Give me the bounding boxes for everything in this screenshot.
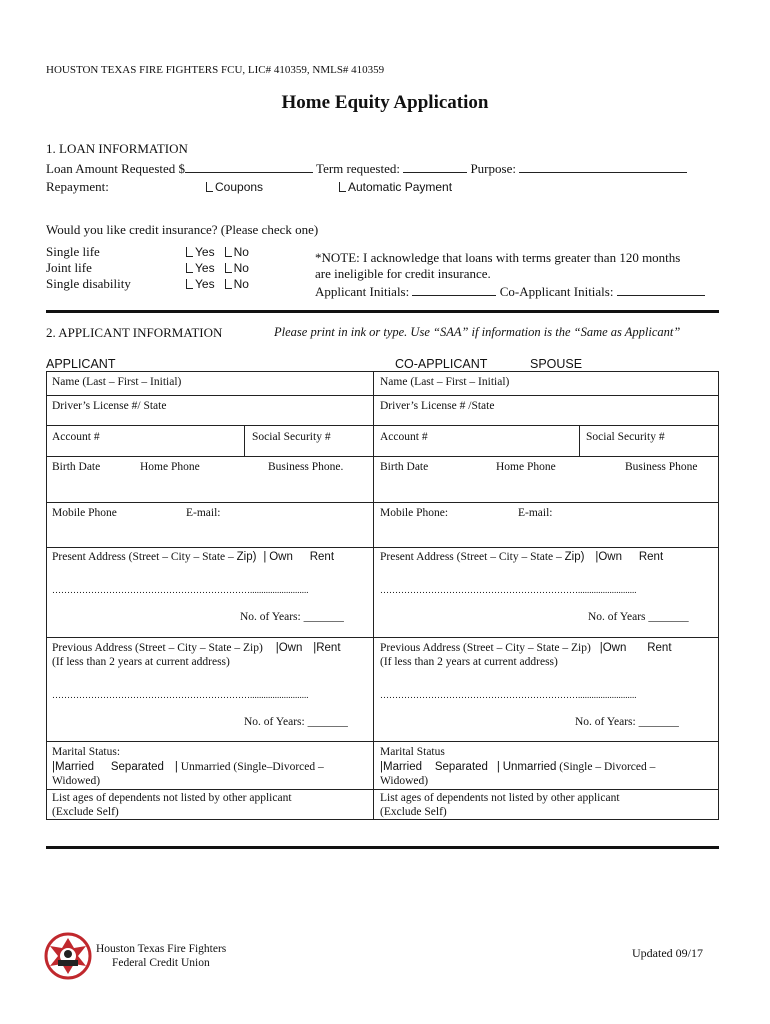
bottom-divider — [46, 846, 719, 849]
loan-amount-label: Loan Amount Requested $ — [46, 161, 186, 176]
applicant-present-address[interactable]: Present Address (Street – City – State – Zip) | Own Rent — [52, 551, 335, 563]
single-life-label: Single life — [46, 244, 100, 259]
single-life-options — [186, 245, 249, 259]
married-option[interactable]: Married — [383, 761, 422, 773]
previous-address-label: Previous Address (Street – City – State – Zip) — [52, 642, 263, 654]
no-label: No — [233, 245, 249, 259]
single-disability-no-checkbox[interactable] — [225, 279, 232, 289]
previous-dotted-line: ………………………………………………………….......................... — [52, 690, 309, 700]
address-dotted-line: ………………………………………………………….......................... — [380, 585, 637, 595]
coapplicant-marital-status: Marital Status — [380, 746, 445, 758]
row-line — [46, 789, 719, 790]
coapplicant-birth-date[interactable]: Birth Date — [380, 461, 429, 473]
address-dotted-line: ………………………………………………………….......................... — [52, 585, 309, 595]
present-address-label: Present Address (Street – City – State – — [52, 551, 234, 563]
loan-amount-field[interactable] — [185, 161, 313, 173]
joint-life-options — [186, 261, 249, 275]
auto-payment-label: Automatic Payment — [348, 180, 453, 194]
married-option[interactable]: Married — [55, 761, 94, 773]
auto-payment-checkbox[interactable] — [339, 182, 346, 192]
rent-option[interactable]: Rent — [316, 642, 341, 654]
column-divider — [373, 371, 374, 820]
single-disability-yes-checkbox[interactable] — [186, 279, 193, 289]
coapplicant-business-phone[interactable]: Business Phone — [625, 461, 698, 473]
row-line — [46, 637, 719, 638]
coupons-label: Coupons — [215, 180, 264, 194]
widowed-label: Widowed) — [380, 775, 429, 787]
applicant-home-phone[interactable]: Home Phone — [140, 461, 200, 473]
term-field[interactable] — [403, 161, 467, 173]
previous-address-label: Previous Address (Street – City – State – Zip) — [380, 642, 591, 654]
previous-address-note: (If less than 2 years at current address) — [380, 656, 558, 668]
no-label: No — [233, 261, 249, 275]
maltese-cross-icon — [44, 932, 92, 980]
applicant-account-field[interactable]: Account # — [52, 431, 100, 443]
coapplicant-name-field[interactable]: Name (Last – First – Initial) — [380, 376, 510, 388]
updated-date: Updated 09/17 — [632, 946, 703, 960]
separated-option[interactable]: Separated — [110, 761, 164, 773]
row-line — [46, 395, 719, 396]
yes-label: Yes — [195, 261, 215, 275]
coapplicant-email[interactable]: E-mail: — [518, 507, 553, 519]
applicant-marital-status: Marital Status: — [52, 746, 121, 758]
rent-option[interactable]: Rent — [647, 642, 672, 654]
applicant-marital-options: |Married Separated | Unmarried (Single–Divorced – — [52, 761, 324, 773]
widowed-label: Widowed) — [52, 775, 101, 787]
repayment-label: Repayment: — [46, 179, 109, 194]
applicant-prev-years[interactable]: No. of Years: _______ — [244, 716, 348, 728]
joint-life-no-checkbox[interactable] — [225, 263, 232, 273]
coapplicant-prev-years[interactable]: No. of Years: _______ — [575, 716, 679, 728]
no-label: No — [233, 277, 249, 291]
coapplicant-license-field[interactable]: Driver’s License # /State — [380, 400, 495, 412]
single-disability-options — [186, 277, 249, 291]
coapplicant-home-phone[interactable]: Home Phone — [496, 461, 556, 473]
org-header-line: HOUSTON TEXAS FIRE FIGHTERS FCU, LIC# 410359, NMLS# 410359 — [46, 64, 385, 76]
applicant-business-phone[interactable]: Business Phone. — [268, 461, 344, 473]
auto-payment-option[interactable] — [339, 180, 452, 194]
spouse-heading: SPOUSE — [530, 357, 583, 371]
insurance-question: Would you like credit insurance? (Please check one) — [46, 222, 319, 237]
purpose-field[interactable] — [519, 161, 687, 173]
own-option[interactable]: Own — [602, 642, 627, 654]
exclude-self-label: (Exclude Self) — [380, 806, 447, 818]
applicant-heading: APPLICANT — [46, 357, 116, 371]
row-line — [46, 502, 719, 503]
applicant-previous-address[interactable]: Previous Address (Street – City – State – Zip) |Own |Rent — [52, 642, 341, 654]
loan-section-title: 1. LOAN INFORMATION — [46, 141, 188, 156]
row-line — [46, 547, 719, 548]
previous-dotted-line: ………………………………………………………….......................... — [380, 690, 637, 700]
present-address-label: Present Address (Street – City – State – — [380, 551, 562, 563]
coapplicant-years-at-address[interactable]: No. of Years _______ — [588, 611, 689, 623]
purpose-label: Purpose: — [470, 161, 516, 176]
coapplicant-heading: CO-APPLICANT — [395, 357, 488, 371]
coapplicant-account-field[interactable]: Account # — [380, 431, 428, 443]
applicant-years-at-address[interactable]: No. of Years: _______ — [240, 611, 344, 623]
applicant-section-title: 2. APPLICANT INFORMATION — [46, 325, 223, 340]
zip-label: Zip) — [564, 551, 585, 563]
credit-union-name-line1: Houston Texas Fire Fighters — [96, 943, 227, 955]
row-line — [46, 456, 719, 457]
unmarried-option[interactable]: Unmarried — [502, 761, 557, 773]
previous-address-note: (If less than 2 years at current address) — [52, 656, 230, 668]
applicant-mobile-phone[interactable]: Mobile Phone — [52, 507, 117, 519]
initials-row — [315, 284, 705, 300]
print-instructions: Please print in ink or type. Use “SAA” if information is the “Same as Applicant” — [274, 325, 681, 339]
rent-option[interactable]: Rent — [309, 551, 335, 563]
separated-option[interactable]: Separated — [434, 761, 488, 773]
own-option[interactable]: Own — [598, 551, 622, 563]
coapplicant-marital-options: |Married Separated | Unmarried (Single – Divorced – — [380, 761, 656, 773]
applicant-license-field[interactable]: Driver’s License #/ State — [52, 400, 167, 412]
yes-label: Yes — [195, 277, 215, 291]
credit-union-name-line2: Federal Credit Union — [112, 957, 210, 969]
term-label: Term requested: — [316, 161, 400, 176]
applicant-birth-date[interactable]: Birth Date — [52, 461, 101, 473]
row-line — [46, 425, 719, 426]
coupons-option[interactable] — [206, 180, 263, 194]
applicant-ssn-field[interactable]: Social Security # — [252, 431, 331, 443]
exclude-self-label: (Exclude Self) — [52, 806, 119, 818]
coapplicant-present-address[interactable]: Present Address (Street – City – State – Zip) |Own Rent — [380, 551, 664, 563]
applicant-name-field[interactable]: Name (Last – First – Initial) — [52, 376, 182, 388]
loan-amount-row — [46, 161, 687, 177]
joint-life-yes-checkbox[interactable] — [186, 263, 193, 273]
fire-fighters-logo — [44, 932, 92, 980]
insurance-note-line1: *NOTE: I acknowledge that loans with terms greater than 120 months — [315, 250, 681, 265]
coapplicant-mobile-phone[interactable]: Mobile Phone: — [380, 507, 449, 519]
joint-life-label: Joint life — [46, 260, 92, 275]
own-option[interactable]: Own — [269, 551, 293, 563]
applicant-initials-field[interactable] — [412, 284, 496, 296]
unmarried-detail: (Single – Divorced – — [559, 761, 656, 773]
coapplicant-previous-address[interactable]: Previous Address (Street – City – State – Zip) |Own Rent — [380, 642, 672, 654]
rent-option[interactable]: Rent — [638, 551, 664, 563]
applicant-dependents[interactable]: List ages of dependents not listed by other applicant — [52, 792, 292, 804]
coapplicant-ssn-field[interactable]: Social Security # — [586, 431, 665, 443]
yes-label: Yes — [195, 245, 215, 259]
ssn-divider-left — [244, 425, 245, 456]
coapplicant-dependents[interactable]: List ages of dependents not listed by other applicant — [380, 792, 620, 804]
coapplicant-initials-field[interactable] — [617, 284, 705, 296]
coupons-checkbox[interactable] — [206, 182, 213, 192]
applicant-initials-label: Applicant Initials: — [315, 284, 410, 299]
zip-label: Zip) — [236, 551, 257, 563]
own-option[interactable]: Own — [278, 642, 303, 654]
unmarried-option[interactable]: Unmarried (Single–Divorced – — [180, 761, 324, 773]
row-line — [46, 741, 719, 742]
single-life-no-checkbox[interactable] — [225, 247, 232, 257]
single-disability-label: Single disability — [46, 276, 131, 291]
single-life-yes-checkbox[interactable] — [186, 247, 193, 257]
page-title: Home Equity Application — [281, 92, 489, 113]
insurance-note-line2: are ineligible for credit insurance. — [315, 266, 491, 281]
coapplicant-initials-label: Co-Applicant Initials: — [499, 284, 614, 299]
section-divider — [46, 310, 719, 313]
applicant-email[interactable]: E-mail: — [186, 507, 221, 519]
ssn-divider-right — [579, 425, 580, 456]
